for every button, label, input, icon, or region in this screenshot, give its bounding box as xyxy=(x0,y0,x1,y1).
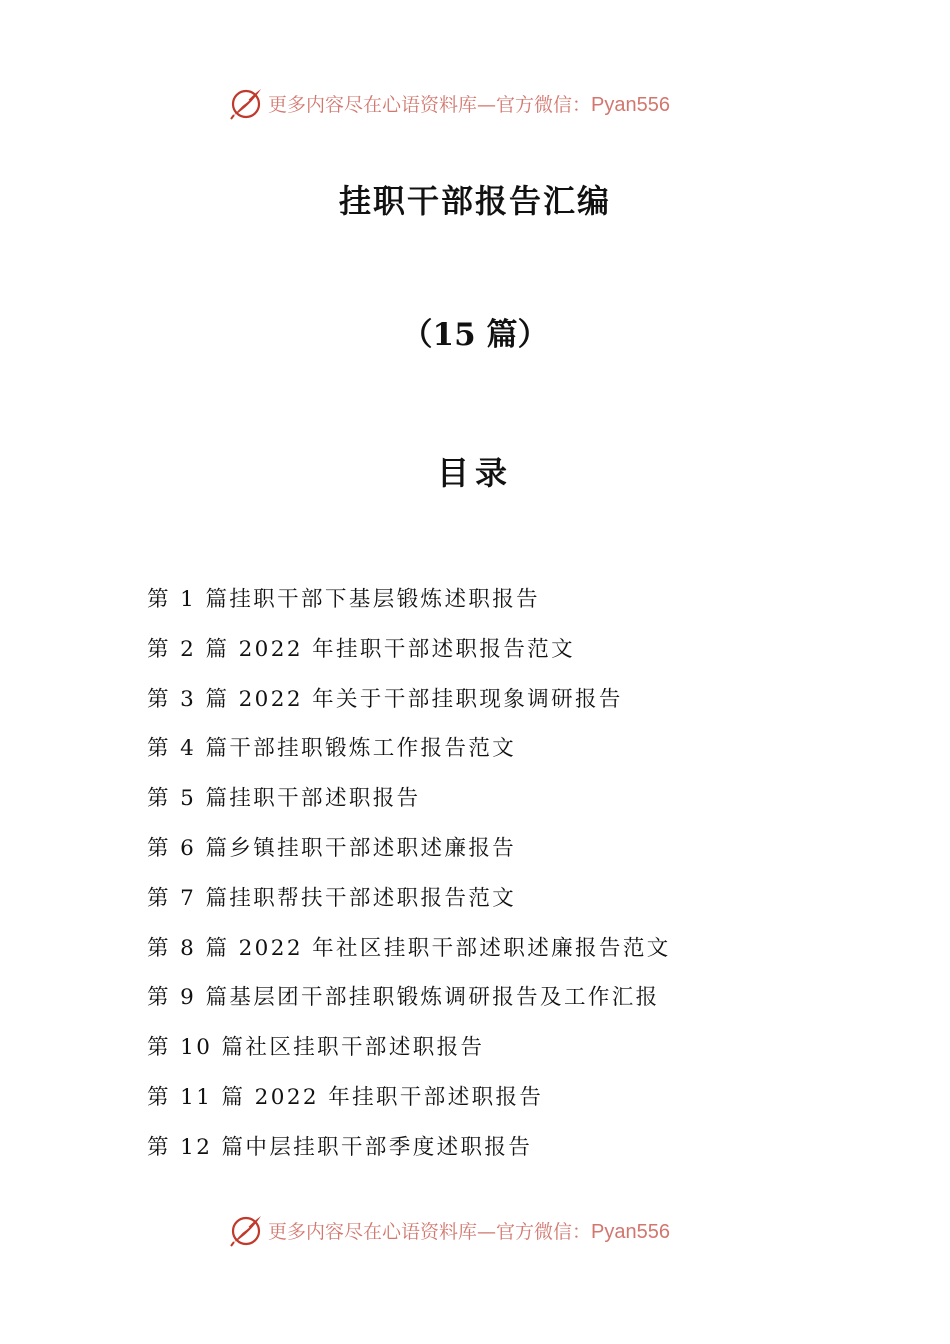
toc-item[interactable]: 第 6 篇乡镇挂职干部述职述廉报告 xyxy=(147,835,517,861)
watermark-header xyxy=(228,85,670,121)
toc-item[interactable]: 第 2 篇 2022 年挂职干部述职报告范文 xyxy=(147,636,576,662)
document-title: 挂职干部报告汇编 xyxy=(338,182,611,220)
toc-item[interactable]: 第 3 篇 2022 年关于干部挂职现象调研报告 xyxy=(147,686,623,712)
toc-heading: 目录 xyxy=(436,454,513,492)
toc-item[interactable]: 第 4 篇干部挂职锻炼工作报告范文 xyxy=(147,736,517,762)
quill-logo-icon xyxy=(228,1212,264,1248)
watermark-wechat-id: Pyan556 xyxy=(591,1220,670,1243)
toc-item[interactable]: 第 12 篇中层挂职干部季度述职报告 xyxy=(147,1134,533,1160)
toc-item[interactable]: 第 7 篇挂职帮扶干部述职报告范文 xyxy=(147,885,517,911)
toc-item[interactable]: 第 1 篇挂职干部下基层锻炼述职报告 xyxy=(147,587,541,612)
watermark-text: 更多内容尽在心语资料库—官方微信：Pyan556 xyxy=(268,93,670,116)
toc-item[interactable]: 第 8 篇 2022 年社区挂职干部述职述廉报告范文 xyxy=(147,935,671,961)
watermark-footer xyxy=(228,1212,670,1248)
quill-logo-icon xyxy=(228,85,264,121)
watermark-text: 更多内容尽在心语资料库—官方微信：Pyan556 xyxy=(268,1220,670,1243)
toc-item[interactable]: 第 5 篇挂职干部述职报告 xyxy=(147,786,421,812)
watermark-wechat-id: Pyan556 xyxy=(591,93,670,116)
toc-item[interactable]: 第 11 篇 2022 年挂职干部述职报告 xyxy=(147,1084,544,1110)
toc-item[interactable]: 第 10 篇社区挂职干部述职报告 xyxy=(147,1035,485,1061)
toc-item[interactable]: 第 9 篇基层团干部挂职锻炼调研报告及工作汇报 xyxy=(147,985,660,1011)
document-subtitle: （15 篇） xyxy=(401,317,549,353)
toc-list xyxy=(147,580,671,1178)
